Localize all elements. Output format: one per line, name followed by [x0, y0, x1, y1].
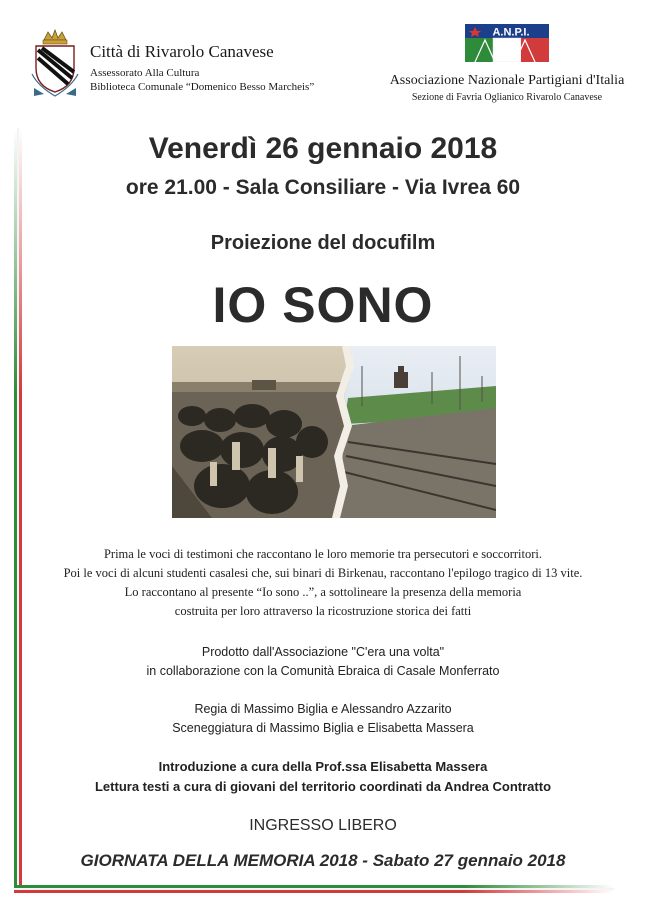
header-city — [30, 26, 350, 106]
introduction-info — [0, 757, 646, 797]
film-photo — [172, 346, 496, 518]
intro-line: Lettura testi a cura di giovani del territorio coordinati da Andrea Contratto — [94, 779, 552, 794]
border-red-horizontal — [14, 890, 614, 893]
anpi-section: Sezione di Favria Oglianico Rivarolo Canavese — [411, 92, 603, 103]
production-line: in collaborazione con la Comunità Ebraica di Casale Monferrato — [146, 664, 500, 678]
free-entry: INGRESSO LIBERO — [249, 817, 397, 834]
city-name: Città di Rivarolo Canavese — [90, 42, 274, 61]
description-line: costruita per loro attraverso la ricostruzione storica dei fatti — [174, 604, 472, 618]
city-department: Assessorato Alla Cultura — [90, 67, 200, 79]
intro-line: Introduzione a cura della Prof.ssa Elisabetta Massera — [158, 759, 488, 774]
production-info — [0, 643, 646, 681]
credits-line: Regia di Massimo Biglia e Alessandro Azzarito — [194, 702, 452, 716]
description-line: Poi le voci di alcuni studenti casalesi che, sui binari di Birkenau, raccontano l'epilogo tragico di 13 vite. — [63, 566, 583, 580]
memorial-day-footer: GIORNATA DELLA MEMORIA 2018 - Sabato 27 gennaio 2018 — [80, 851, 566, 870]
city-library: Biblioteca Comunale “Domenico Besso Marcheis” — [90, 81, 315, 93]
description-line: Lo raccontano al presente “Io sono ..”, a sottolineare la presenza della memoria — [124, 585, 522, 599]
production-line: Prodotto dall'Associazione "C'era una volta" — [201, 645, 445, 659]
event-time-place: ore 21.00 - Sala Consiliare - Via Ivrea 60 — [125, 176, 521, 199]
anpi-logo-icon — [465, 24, 549, 62]
film-title: IO SONO — [212, 277, 434, 333]
city-crest-icon — [30, 26, 80, 98]
projection-label: Proiezione del docufilm — [210, 232, 436, 254]
description-line: Prima le voci di testimoni che raccontano le loro memorie tra persecutori e soccorritori. — [103, 547, 543, 561]
credits-info — [0, 700, 646, 738]
header-anpi — [382, 24, 632, 103]
anpi-name: Associazione Nazionale Partigiani d'Italia — [389, 73, 625, 88]
film-description — [0, 545, 646, 621]
event-date: Venerdì 26 gennaio 2018 — [148, 132, 498, 165]
credits-line: Sceneggiatura di Massimo Biglia e Elisabetta Massera — [172, 721, 474, 735]
svg-text:A.N.P.I.: A.N.P.I. — [492, 26, 530, 39]
